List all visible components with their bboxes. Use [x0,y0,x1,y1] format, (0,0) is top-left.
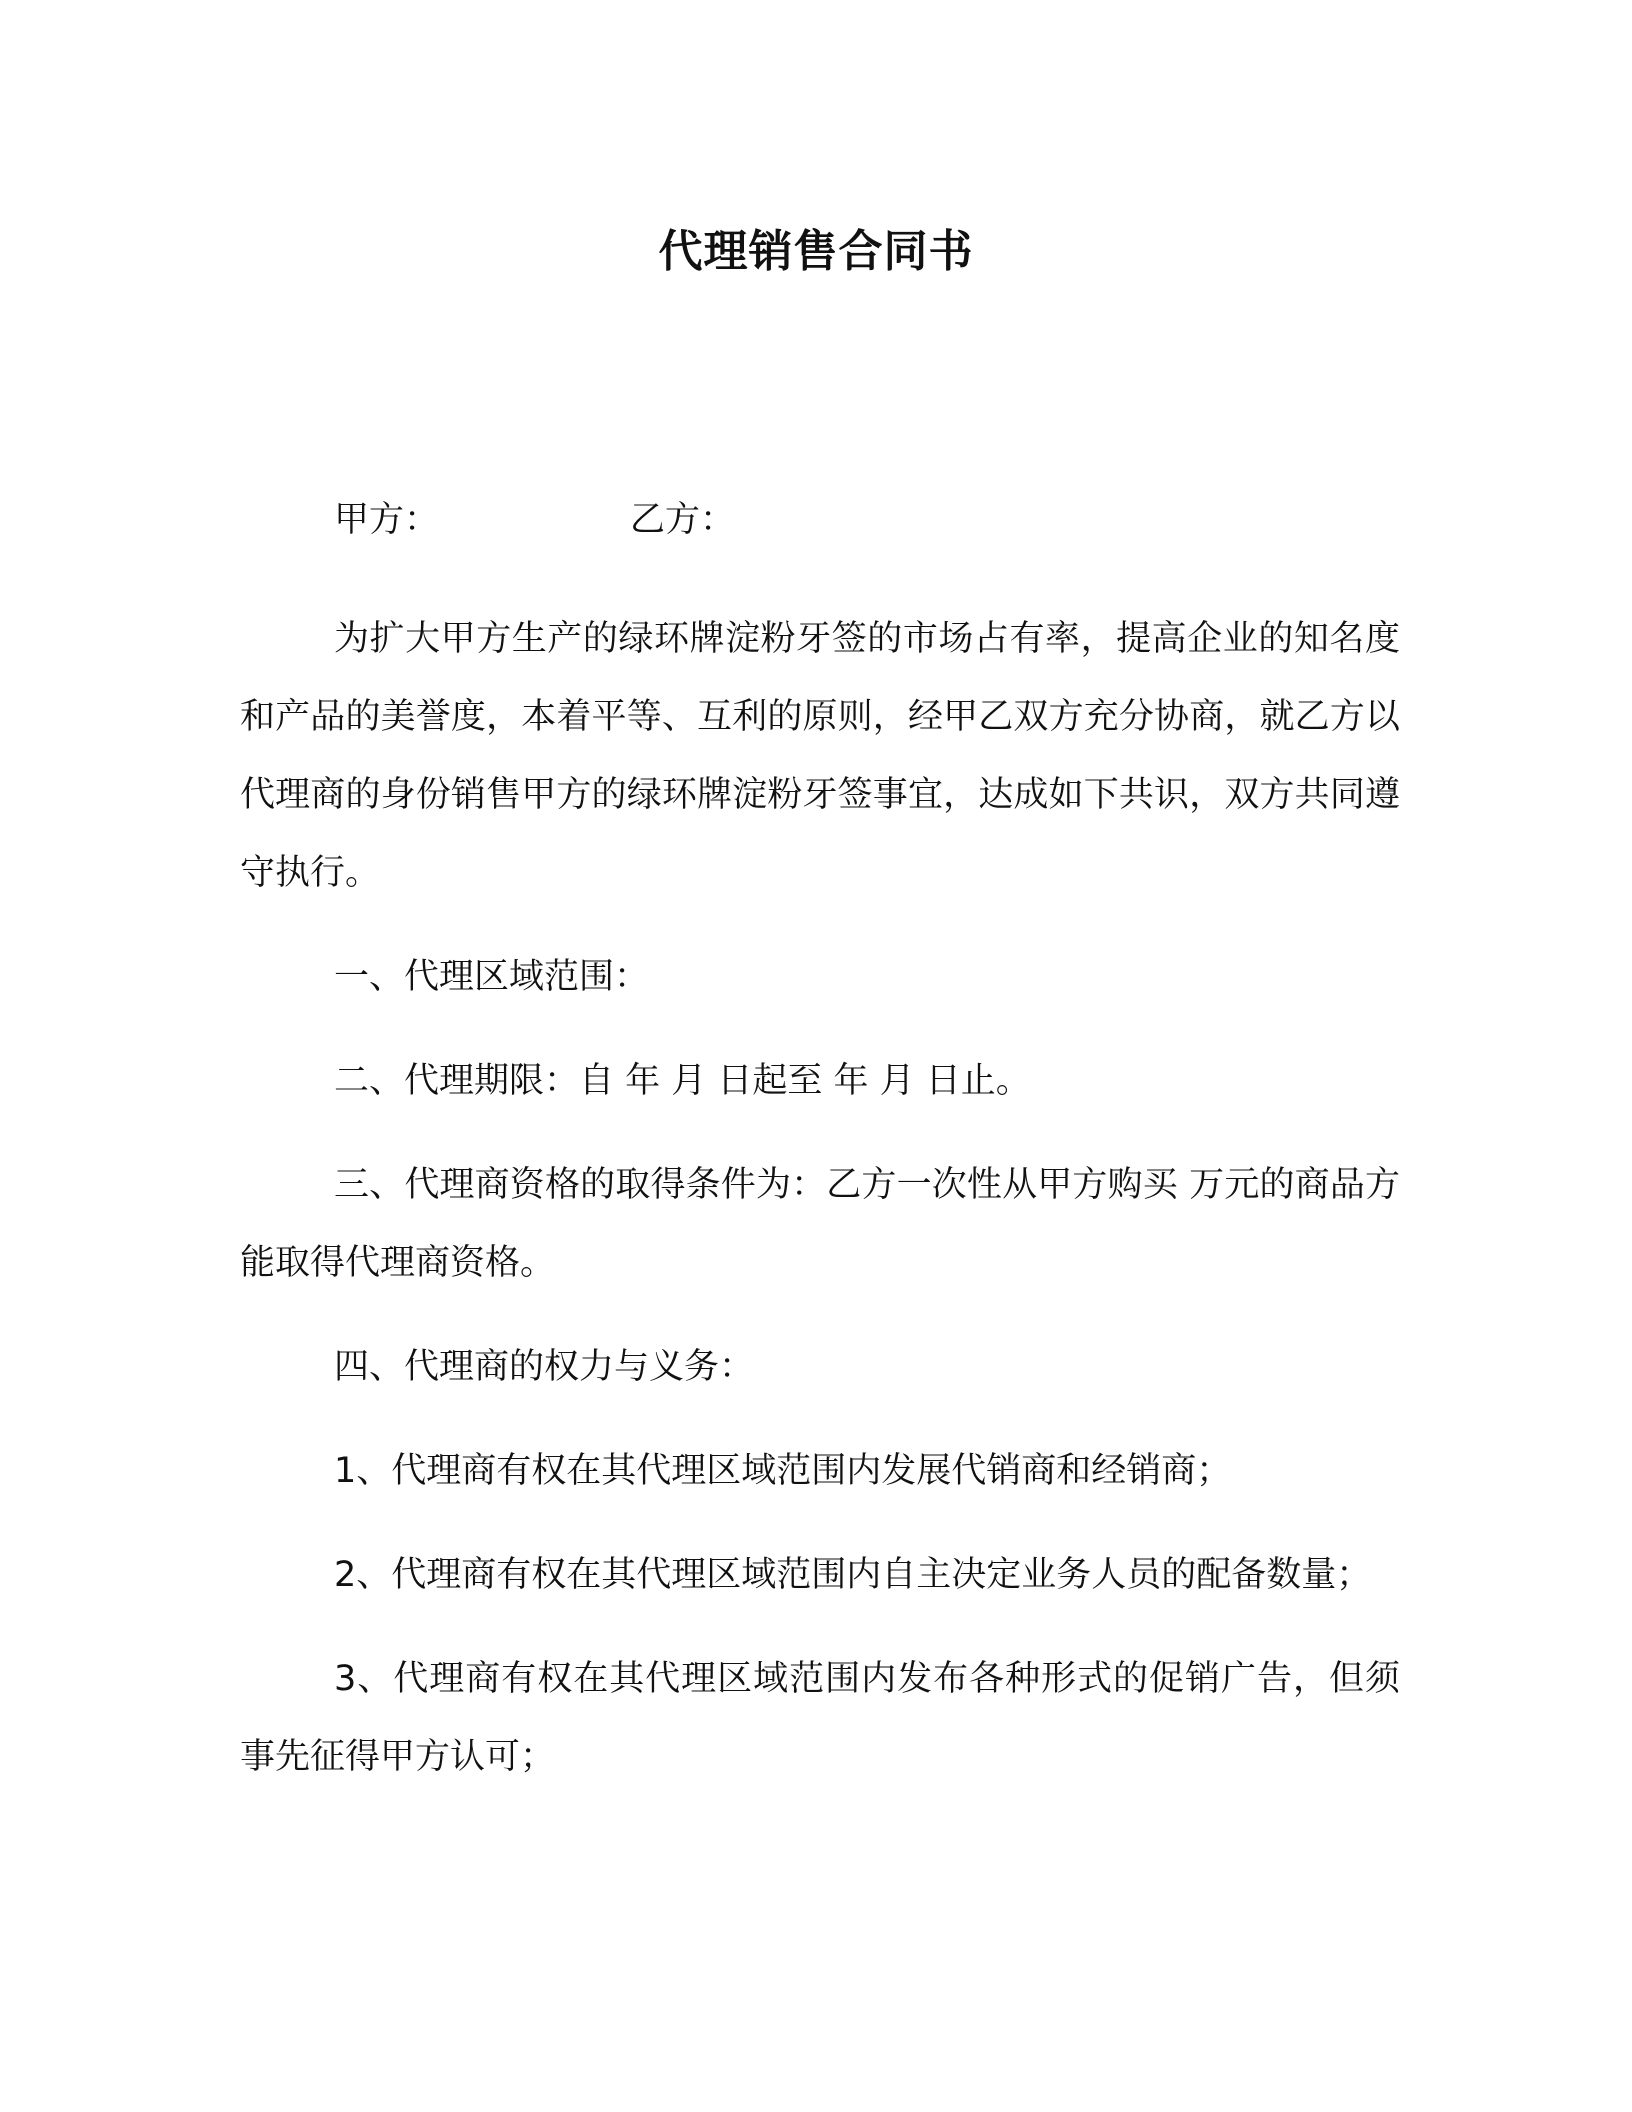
clause-item-1: 1、代理商有权在其代理区域范围内发展代销商和经销商； [334,1451,1232,1491]
preamble-paragraph: 为扩大甲方生产的绿环牌淀粉牙签的市场占有率，提高企业的知名度和产品的美誉度，本着平等、互利的原则，经甲乙双方充分协商，就乙方以代理商的身份销售甲方的绿环牌淀粉牙签事宜，达成如下共识，双方共同遵守执行。 [240,619,1400,893]
party-b-label: 乙方： [630,500,736,540]
clause-agency-region: 一、代理区域范围： [334,957,650,997]
clause-agent-qualification: 三、代理商资格的取得条件为：乙方一次性从甲方购买 万元的商品方能取得代理商资格。 [240,1165,1400,1283]
clause-item-3: 3、代理商有权在其代理区域范围内发布各种形式的促销广告，但须事先征得甲方认可； [240,1659,1400,1777]
clause-agency-term: 二、代理期限：自 年 月 日起至 年 月 日止。 [334,1061,1031,1101]
clause-item-2: 2、代理商有权在其代理区域范围内自主决定业务人员的配备数量； [334,1555,1372,1595]
party-a-label: 甲方： [334,500,440,540]
parties-line [334,492,735,548]
contract-body [240,600,1400,1822]
document-title: 代理销售合同书 [658,226,974,277]
clause-rights-obligations-heading: 四、代理商的权力与义务： [334,1347,755,1387]
